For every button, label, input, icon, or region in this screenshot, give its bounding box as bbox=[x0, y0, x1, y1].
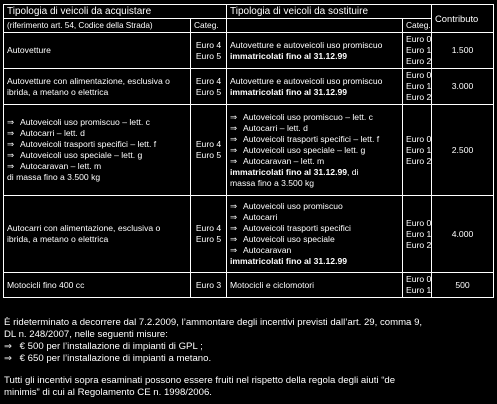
arrow-icon: ⇒ bbox=[7, 117, 15, 127]
arrow-icon: ⇒ bbox=[230, 144, 238, 155]
arrow-icon: ⇒ bbox=[4, 341, 13, 352]
registration-limit: immatricolati fino al 31.12.99 bbox=[230, 256, 348, 266]
table-row bbox=[4, 105, 494, 196]
arrow-icon: ⇒ bbox=[230, 212, 238, 222]
arrow-icon: ⇒ bbox=[230, 155, 238, 166]
registration-limit: immatricolati fino al 31.12.99, di bbox=[230, 166, 359, 177]
replace-categ-cell bbox=[403, 273, 432, 298]
buy-vehicle-text: Autovetture con alimentazione, esclusiva o bbox=[7, 75, 170, 86]
buy-vehicle-text: Autovetture bbox=[7, 45, 51, 55]
replace-vehicle-text: Motocicli e ciclomotori bbox=[230, 279, 315, 290]
categ-value: Euro 5 bbox=[195, 234, 222, 244]
buy-vehicle-cell bbox=[4, 33, 191, 69]
list-item: ⇒ Autocarri bbox=[230, 212, 278, 222]
list-item: ⇒ Autocarri – lett. d bbox=[230, 122, 308, 133]
arrow-icon: ⇒ bbox=[7, 139, 15, 149]
categ-value: Euro 1 bbox=[406, 45, 432, 55]
incentives-table bbox=[3, 4, 494, 298]
notes-line: minimis” di cui al Regolamento CE n. 1998/2006. bbox=[4, 387, 212, 398]
replace-vehicle-cell bbox=[227, 105, 403, 196]
list-item: ⇒ Autoveicoli trasporti specifici – lett. f bbox=[7, 139, 157, 149]
categ-value: Euro 1 bbox=[406, 81, 432, 91]
arrow-icon: ⇒ bbox=[230, 201, 238, 211]
replace-vehicle-text: Autovetture e autoveicoli uso promiscuo bbox=[230, 75, 383, 86]
buy-vehicle-text: ibrida, a metano o elettrica bbox=[7, 234, 109, 244]
buy-categ-cell bbox=[191, 69, 227, 105]
categ-value: Euro 0 bbox=[406, 34, 432, 44]
arrow-icon: ⇒ bbox=[230, 111, 238, 122]
list-item: ⇒ Autocaravan bbox=[230, 245, 292, 255]
categ-value: Euro 2 bbox=[406, 92, 432, 102]
arrow-icon: ⇒ bbox=[230, 223, 238, 233]
categ-value: Euro 5 bbox=[195, 150, 222, 160]
list-item: ⇒ Autoveicoli uso promiscuo – lett. c bbox=[7, 117, 150, 127]
table-header-row bbox=[4, 5, 494, 19]
categ-value: Euro 1 bbox=[406, 144, 432, 155]
table-subheader-row bbox=[4, 19, 494, 33]
buy-vehicle-text: Motocicli fino 400 cc bbox=[7, 279, 85, 290]
replace-header: Tipologia di veicoli da sostituire bbox=[227, 5, 432, 19]
arrow-icon: ⇒ bbox=[230, 245, 238, 255]
categ-value: Euro 0 bbox=[406, 70, 432, 80]
table-row bbox=[4, 69, 494, 105]
list-item: ⇒ Autoveicoli uso speciale – lett. g bbox=[230, 144, 366, 155]
categ-value: Euro 2 bbox=[406, 155, 432, 166]
buy-subheader: (riferimento art. 54, Codice della Strada) bbox=[4, 19, 191, 33]
notes-paragraph bbox=[4, 317, 492, 341]
list-item: ⇒ Autoveicoli trasporti specifici bbox=[230, 223, 351, 233]
list-item: ⇒ Autoveicoli uso promiscuo bbox=[230, 201, 343, 211]
categ-value: Euro 2 bbox=[406, 239, 432, 250]
replace-categ-cell bbox=[403, 196, 432, 273]
replace-categ-cell bbox=[403, 105, 432, 196]
list-item: ⇒ Autocaravan – lett. m bbox=[230, 155, 325, 166]
arrow-icon: ⇒ bbox=[230, 122, 238, 133]
replace-vehicle-cell bbox=[227, 273, 403, 298]
buy-vehicle-text: ibrida, a metano o elettrica bbox=[7, 86, 109, 97]
replace-subheader bbox=[227, 19, 403, 33]
buy-vehicle-cell bbox=[4, 105, 191, 196]
categ-value: Euro 5 bbox=[195, 86, 222, 97]
list-item: ⇒ Autoveicoli uso speciale – lett. g bbox=[7, 150, 143, 160]
buy-vehicle-cell bbox=[4, 196, 191, 273]
buy-categ-cell bbox=[191, 196, 227, 273]
list-item: ⇒ € 650 per l’installazione di impianti a metano. bbox=[4, 353, 212, 364]
buy-categ-header: Categ. bbox=[191, 19, 227, 33]
buy-vehicle-text: Autocarri con alimentazione, esclusiva o bbox=[7, 223, 161, 233]
notes-line: DL n. 248/2007, nelle seguenti misure: bbox=[4, 329, 168, 340]
categ-value: Euro 4 bbox=[195, 75, 222, 86]
arrow-icon: ⇒ bbox=[230, 234, 238, 244]
categ-value: Euro 4 bbox=[195, 139, 222, 149]
table-row bbox=[4, 33, 494, 69]
list-item: ⇒ Autoveicoli uso promiscuo – lett. c bbox=[230, 111, 373, 122]
categ-value: Euro 3 bbox=[195, 279, 222, 290]
arrow-icon: ⇒ bbox=[7, 161, 15, 171]
list-item: ⇒ Autoveicoli trasporti specifici – lett. f bbox=[230, 133, 380, 144]
replace-vehicle-text: Autovetture e autoveicoli uso promiscuo bbox=[230, 39, 383, 50]
buy-categ-cell bbox=[191, 33, 227, 69]
notes-section bbox=[4, 317, 492, 399]
registration-limit: immatricolati fino al 31.12.99 bbox=[230, 50, 348, 61]
registration-limit: immatricolati fino al 31.12.99 bbox=[230, 86, 348, 97]
categ-value: Euro 2 bbox=[406, 56, 432, 66]
contribution-header: Contributo bbox=[432, 5, 494, 33]
notes-paragraph bbox=[4, 375, 492, 399]
replace-vehicle-cell bbox=[227, 69, 403, 105]
list-item: ⇒ € 500 per l’installazione di impianti di GPL ; bbox=[4, 341, 203, 352]
list-item: ⇒ Autoveicoli uso speciale bbox=[230, 234, 335, 244]
replace-vehicle-cell bbox=[227, 33, 403, 69]
contribution-amount: 500 bbox=[432, 273, 494, 298]
bullet-list bbox=[4, 341, 492, 365]
replace-vehicle-cell bbox=[227, 196, 403, 273]
contribution-amount: 1.500 bbox=[432, 33, 494, 69]
table-row bbox=[4, 273, 494, 298]
notes-line: È rideterminato a decorrere dal 7.2.2009, l’ammontare degli incentivi previsti dall’art. 29, comma 9, bbox=[4, 317, 423, 328]
replace-categ-cell bbox=[403, 69, 432, 105]
mass-limit: massa fino a 3.500 kg bbox=[230, 177, 315, 188]
arrow-icon: ⇒ bbox=[4, 353, 13, 364]
arrow-icon: ⇒ bbox=[7, 128, 15, 138]
list-item: ⇒ Autocaravan – lett. m bbox=[7, 161, 102, 171]
buy-categ-cell bbox=[191, 105, 227, 196]
list-item: ⇒ Autocarri – lett. d bbox=[7, 128, 85, 138]
buy-vehicle-cell bbox=[4, 69, 191, 105]
categ-value: Euro 5 bbox=[195, 50, 222, 61]
replace-categ-cell bbox=[403, 33, 432, 69]
notes-line: Tutti gli incentivi sopra esaminati possono essere fruiti nel rispetto della regola degli aiuti “de bbox=[4, 375, 396, 386]
buy-categ-cell bbox=[191, 273, 227, 298]
contribution-amount: 3.000 bbox=[432, 69, 494, 105]
table-row bbox=[4, 196, 494, 273]
categ-value: Euro 1 bbox=[406, 228, 432, 239]
categ-value: Euro 0 bbox=[406, 217, 432, 228]
categ-value: Euro 0 bbox=[406, 133, 432, 144]
categ-value: Euro 1 bbox=[406, 285, 432, 295]
categ-value: Euro 4 bbox=[195, 39, 222, 50]
buy-header: Tipologia di veicoli da acquistare bbox=[4, 5, 227, 19]
contribution-amount: 2.500 bbox=[432, 105, 494, 196]
contribution-amount: 4.000 bbox=[432, 196, 494, 273]
replace-categ-header: Categ. bbox=[403, 19, 432, 33]
buy-vehicle-cell bbox=[4, 273, 191, 298]
categ-value: Euro 0 bbox=[406, 274, 432, 284]
arrow-icon: ⇒ bbox=[230, 133, 238, 144]
categ-value: Euro 4 bbox=[195, 223, 222, 233]
mass-limit: di massa fino a 3.500 kg bbox=[7, 172, 101, 182]
arrow-icon: ⇒ bbox=[7, 150, 15, 160]
